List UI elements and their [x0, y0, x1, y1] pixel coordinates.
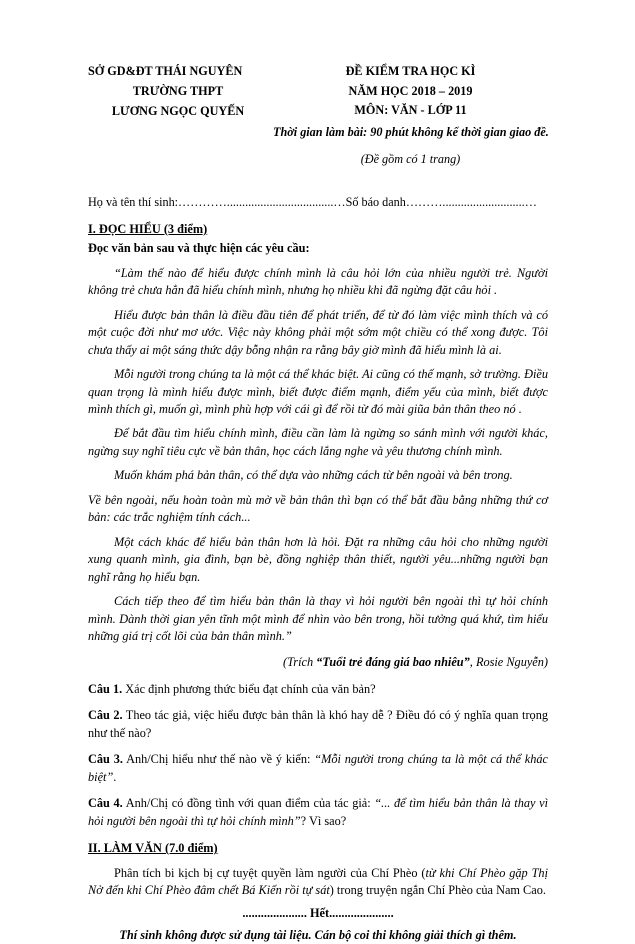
reading-paragraph: Hiểu được bản thân là điều đầu tiên để phát triển, để từ đó làm việc mình thích và có một cuộc đời như mơ ước. Việc này không phải một sớm một chiều có thể xong được. Tôi chưa thấy ai một sáng thức dậy bỗng nhận ra rằng bây giờ mình đã hiểu mình là ai. — [88, 307, 548, 357]
section-reading-title — [88, 221, 548, 238]
question-label: Câu 4. — [88, 796, 123, 811]
question-text: Xác định phương thức biểu đạt chính của văn bản? — [122, 681, 376, 696]
exam-instruction-note: Thí sinh không được sử dụng tài liệu. Cán bộ coi thi không giải thích gì thêm. — [119, 927, 517, 942]
writing-prompt-suffix: ) trong truyện ngắn Chí Phèo của Nam Cao. — [329, 882, 546, 897]
question-label: Câu 3. — [88, 752, 123, 767]
question-item — [88, 751, 548, 786]
section-writing-title-text: II. LÀM VĂN (7.0 điểm) — [88, 841, 218, 856]
source-title: “Tuổi trẻ đáng giá bao nhiêu” — [316, 655, 470, 670]
section-reading-subtitle: Đọc văn bản sau và thực hiện các yêu cầu: — [88, 241, 310, 256]
school-year: NĂM HỌC 2018 – 2019 — [348, 83, 473, 98]
end-divider: ..................... Hết..................... — [242, 906, 394, 921]
question-quote: “... để tìm hiểu bản thân là thay vì hỏi người bên ngoài thì tự hỏi chính mình” — [88, 796, 548, 828]
school-name: LƯƠNG NGỌC QUYẾN — [111, 103, 245, 118]
document-header — [88, 62, 548, 170]
question-text: Anh/Chị có đồng tình với quan điểm của tác giả: — [122, 796, 375, 811]
reading-paragraph: Về bên ngoài, nếu hoàn toàn mù mờ về bản thân thì bạn có thể bắt đầu bằng những thứ cơ bản: các trắc nghiệm tính cách... — [88, 492, 548, 525]
document-content — [88, 62, 548, 944]
reading-paragraph: “Làm thế nào để hiểu được chính mình là câu hỏi lớn của nhiều người trẻ. Người không trẻ chưa hẳn đã hiểu chính mình, nhưng họ nhiều khi đã ngừng đặt câu hỏi . — [88, 265, 548, 298]
reading-paragraph: Muốn khám phá bản thân, có thể dựa vào những cách từ bên ngoài và bên trong. — [114, 468, 513, 483]
page-count-note: (Đề gồm có 1 trang) — [360, 152, 461, 167]
writing-prompt-prefix: Phân tích bi kịch bị cự tuyệt quyền làm người của Chí Phèo ( — [114, 865, 426, 880]
source-citation — [88, 654, 548, 671]
question-tail: ? Vì sao? — [300, 813, 347, 828]
question-item — [88, 795, 548, 830]
section-writing-title — [88, 840, 548, 857]
school-type: TRƯỜNG THPT — [132, 83, 224, 98]
question-item — [88, 707, 548, 742]
candidate-info-line: Họ và tên thí sinh:…………...................................…Số báo danh………...........................… — [88, 194, 537, 209]
section-reading-title-text: I. ĐỌC HIỂU (3 điểm) — [88, 221, 208, 236]
reading-paragraph: Một cách khác để hiểu bản thân hơn là hỏi. Đặt ra những câu hỏi cho những người xung quanh mình, gia đình, bạn bè, đồng nghiệp thân thiết, người yêu...những người bạn nghĩ rằng họ hiểu bạn. — [88, 534, 548, 584]
question-text: Anh/Chị hiểu như thế nào về ý kiến: — [122, 752, 315, 767]
exam-info-block — [273, 62, 548, 170]
source-prefix: (Trích — [283, 655, 317, 670]
reading-paragraph: Cách tiếp theo để tìm hiểu bản thân là thay vì hỏi người bên ngoài thì tự hỏi chính mình. Dành thời gian yên tĩnh một mình để nhìn vào bên trong, hồi tưởng quá khứ, tìm hiểu những giá trị cốt lõi của bản thân mình.” — [88, 594, 548, 643]
school-block — [88, 62, 268, 121]
question-text: Theo tác giả, việc hiểu được bản thân là khó hay dễ ? Điều đó có ý nghĩa quan trọng như thế nào? — [88, 708, 548, 740]
question-label: Câu 2. — [88, 708, 123, 723]
exam-duration: Thời gian làm bài: 90 phút không kể thời gian giao đề. — [273, 124, 549, 139]
question-item — [88, 681, 548, 698]
question-quote: “Mỗi người trong chúng ta là một cá thể khác biệt” — [88, 752, 548, 784]
writing-prompt — [88, 865, 548, 900]
source-suffix: , Rosie Nguyễn) — [469, 655, 548, 670]
reading-paragraph: Để bắt đầu tìm hiểu chính mình, điều cần làm là ngừng so sánh mình với người khác, ngừng suy nghĩ tiêu cực về bản thân, học cách lắng nghe và yêu thương chính mình. — [88, 426, 548, 458]
question-tail: . — [113, 769, 117, 784]
writing-prompt-scope: từ khi Chí Phèo gặp Thị Nở đến khi Chí Phèo đâm chết Bá Kiến rồi tự sát — [88, 865, 548, 897]
subject-grade: MÔN: VĂN - LỚP 11 — [354, 103, 467, 118]
department-name: SỞ GD&ĐT THÁI NGUYÊN — [88, 64, 243, 78]
reading-paragraph: Mỗi người trong chúng ta là một cá thể khác biệt. Ai cũng có thế mạnh, sở trường. Điều quan trọng là mình hiểu được mình, biết được điểm mạnh, điểm yếu của mình, biết được mình thích gì, muốn gì, mình phù hợp với cái gì để rồi từ đó mài giũa bản thân theo nó . — [88, 367, 548, 416]
question-label: Câu 1. — [88, 681, 123, 696]
exam-title: ĐỀ KIỂM TRA HỌC KÌ — [345, 64, 476, 78]
